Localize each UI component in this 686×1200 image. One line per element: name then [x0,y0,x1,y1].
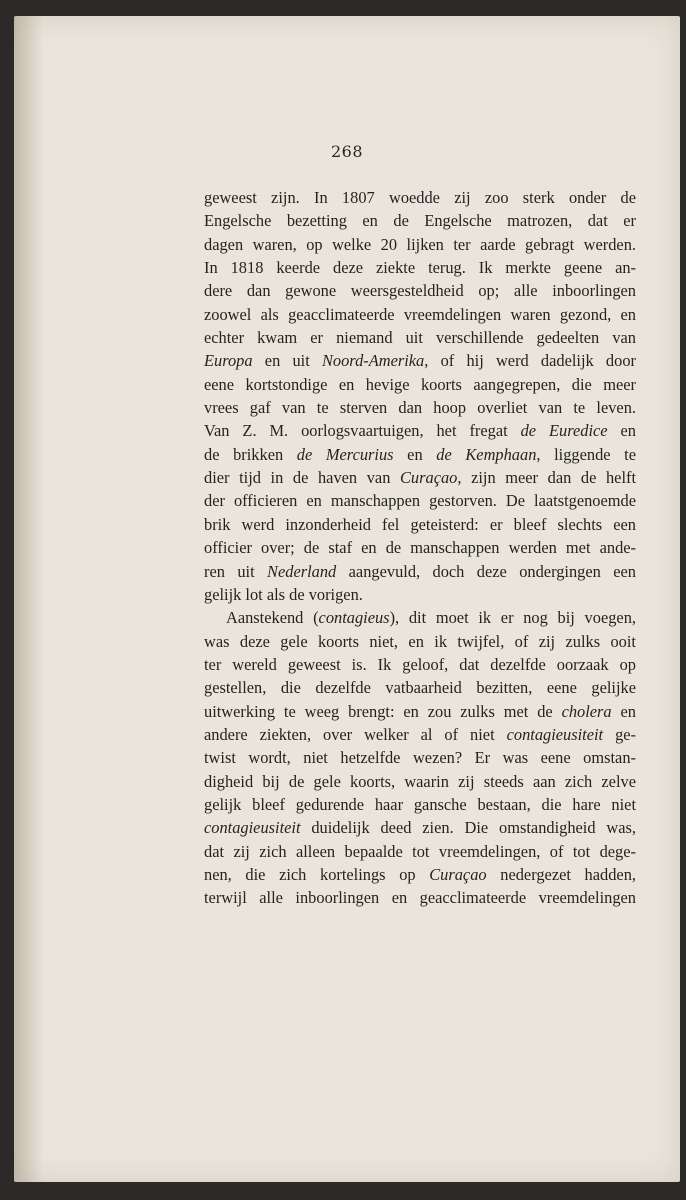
italic-text: Europa [204,351,253,371]
italic-text: contagieusiteit [204,818,301,838]
text-line [204,443,636,466]
text-line [204,560,636,583]
text-line [204,186,636,209]
text-line [204,326,636,349]
text-run: echter kwam er niemand uit verschillende gedeelten van [204,328,636,348]
text-line [204,466,636,489]
text-run: nen, die zich kortelings op [204,864,430,884]
text-run: uitwerking te weeg brengt: en zou zulks met de [204,701,562,721]
italic-text: Curaçao [400,468,458,488]
text-run: digheid bij de gele koorts, waarin zij steeds aan zich zelve [204,771,636,791]
italic-text: contagieusiteit [506,724,604,744]
italic-text: Curaçao [429,864,487,884]
text-run: ter wereld geweest is. Ik geloof, dat dezelfde oorzaak op [204,654,636,674]
text-line [204,816,636,839]
text-run: aangevuld, doch deze ondergingen een [336,561,636,581]
text-line [204,863,636,886]
text-run: gelijk lot als de vorigen. [204,584,363,604]
text-line [204,723,636,746]
text-run: , liggende te [536,444,637,464]
text-line [204,279,636,302]
text-line [204,840,636,863]
text-line [204,373,636,396]
text-run: officier over; de staf en de manschappen werden met ande- [204,538,636,558]
text-run: , of hij werd dadelijk door [424,351,636,371]
text-run: der officieren en manschappen gestorven. De laatstgenoemde [204,491,636,511]
italic-text: de Euredice [520,421,608,441]
text-run: eene kortstondige en hevige koorts aangegrepen, die meer [204,374,636,394]
text-run: ren uit [204,561,268,581]
italic-text: contagieus [318,608,390,628]
text-line [204,746,636,769]
text-line [204,630,636,653]
text-line [204,536,636,559]
text-run: gelijk bleef gedurende haar gansche bestaan, die hare niet [204,794,636,814]
text-run: Aanstekend ( [226,608,319,628]
text-run: dagen waren, op welke 20 lijken ter aarde gebragt werden. [204,234,636,254]
italic-text: Nederland [267,561,337,581]
text-run: nedergezet hadden, [486,864,636,884]
text-line [204,513,636,536]
italic-text: Noord-Amerika [321,351,425,371]
text-run: andere ziekten, over welker al of niet [204,724,507,744]
text-line [204,256,636,279]
italic-text: de Kemphaan [436,444,537,464]
italic-text: cholera [561,701,612,721]
text-run: In 1818 keerde deze ziekte terug. Ik merkte geene an- [204,258,636,278]
text-run: was deze gele koorts niet, en ik twijfel, of zij zulks ooit [204,631,636,651]
text-run: zoowel als geacclimateerde vreemdelingen waren gezond, en [204,304,636,324]
page-spine-shadow [14,16,44,1182]
text-line [204,489,636,512]
text-run: terwijl alle inboorlingen en geacclimateerde vreemdelingen [204,888,636,908]
text-line [204,653,636,676]
text-line [204,793,636,816]
text-run: vrees gaf van te sterven dan hoop overliet van te leven. [204,398,636,418]
text-run: en uit [252,351,322,371]
text-run: twist wordt, niet hetzelfde wezen? Er was eene omstan- [204,748,636,768]
text-run: ge- [603,724,636,744]
italic-text: de Mercurius [296,444,394,464]
text-run: en [611,701,636,721]
text-run: dier tijd in de haven van [204,468,400,488]
text-run: ), dit moet ik er nog bij voegen, [389,608,636,628]
text-run: Engelsche bezetting en de Engelsche matrozen, dat er [204,211,636,231]
text-run: geweest zijn. In 1807 woedde zij zoo sterk onder de [204,188,636,207]
text-run: duidelijk deed zien. Die omstandigheid was, [300,818,636,838]
body-text [204,186,636,910]
text-line [204,583,636,606]
text-line [204,419,636,442]
text-run: dat zij zich alleen bepaalde tot vreemdelingen, of tot dege- [204,841,636,861]
text-run: Van Z. M. oorlogsvaartuigen, het fregat [204,421,521,441]
text-line [204,700,636,723]
text-line [204,606,636,629]
text-run: , zijn meer dan de helft [457,468,637,488]
text-run: dere dan gewone weersgesteldheid op; alle inboorlingen [204,281,636,301]
text-line [204,676,636,699]
book-page [14,16,680,1182]
text-line [204,396,636,419]
text-run: brik werd inzonderheid fel geteisterd: er bleef slechts een [204,514,636,534]
text-run: de brikken [204,444,297,464]
text-run: en [607,421,636,441]
text-line [204,233,636,256]
text-line [204,349,636,372]
text-run: gestellen, die dezelfde vatbaarheid bezitten, eene gelijke [204,678,636,698]
text-line [204,886,636,909]
text-line [204,209,636,232]
page-number: 268 [330,142,364,161]
text-line [204,303,636,326]
text-line [204,770,636,793]
text-run: en [393,444,437,464]
